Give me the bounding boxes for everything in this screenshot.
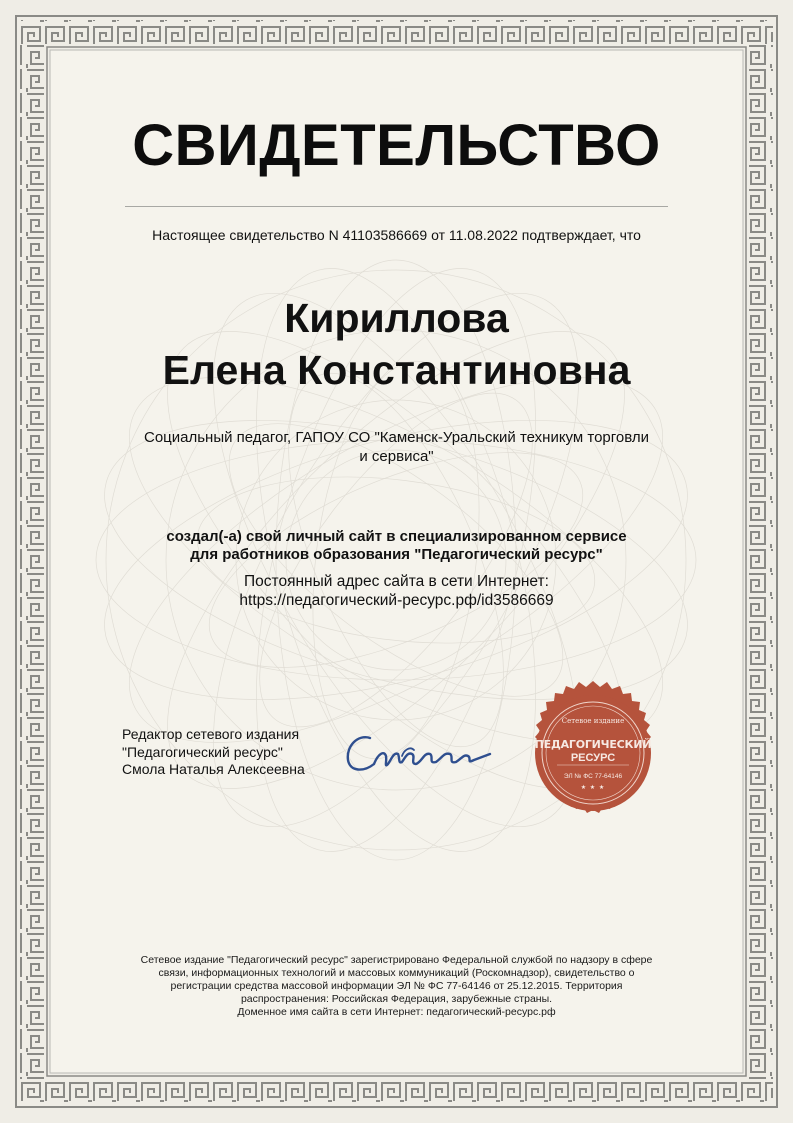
recipient-name: [60, 292, 733, 396]
achievement-line-2: для работников образования "Педагогический ресурс": [190, 546, 603, 563]
achievement-line-1: создал(-а) свой личный сайт в специализированном сервисе: [166, 528, 627, 545]
editor-signature: [340, 724, 495, 782]
footer-line-1: Сетевое издание "Педагогический ресурс" зарегистрировано Федеральной службой по надзору в сфере: [140, 954, 653, 966]
editor-line-3: Смола Наталья Алексеевна: [122, 761, 305, 777]
publisher-seal: [518, 678, 668, 828]
seal-license: ЭЛ № ФС 77-64146: [563, 773, 623, 780]
certificate-intro: Настоящее свидетельство N 41103586669 от 11.08.2022 подтверждает, что: [152, 227, 641, 243]
footer-line-3: регистрации средства массовой информации ЭЛ № ФС 77-64146 от 25.12.2015. Территория: [170, 980, 623, 992]
site-address: [100, 572, 693, 610]
seal-stars: ★ ★ ★: [580, 785, 606, 791]
editor-line-2: "Педагогический ресурс": [122, 743, 283, 760]
position-line-2: и сервиса": [359, 448, 434, 465]
registration-footer: [118, 954, 675, 1019]
footer-line-2: связи, информационных технологий и массовых коммуникаций (Роскомнадзор), свидетельство о: [158, 967, 635, 979]
position-line-1: Социальный педагог, ГАПОУ СО "Каменск-Уральский техникум торговли: [143, 429, 649, 446]
recipient-surname: Кириллова: [284, 295, 509, 341]
certificate-title: СВИДЕТЕЛЬСТВО: [132, 113, 661, 178]
title-divider: [125, 206, 668, 207]
seal-name-line-1: ПЕДАГОГИЧЕСКИЙ: [534, 738, 652, 751]
address-url[interactable]: https://педагогический-ресурс.рф/id3586669: [239, 592, 554, 609]
footer-line-5: Доменное имя сайта в сети Интернет: педагогический-ресурс.рф: [237, 1006, 556, 1018]
recipient-given-names: Елена Константиновна: [162, 347, 631, 393]
achievement-text: [100, 528, 693, 564]
seal-name-line-2: РЕСУРС: [570, 752, 616, 764]
editor-block: [122, 726, 305, 779]
editor-line-1: Редактор сетевого издания: [122, 726, 300, 742]
seal-top-text: Сетевое издание: [561, 717, 625, 725]
recipient-position: [118, 428, 675, 466]
footer-line-4: распространения: Российская Федерация, зарубежные страны.: [240, 993, 553, 1005]
address-label: Постоянный адрес сайта в сети Интернет:: [244, 573, 549, 590]
